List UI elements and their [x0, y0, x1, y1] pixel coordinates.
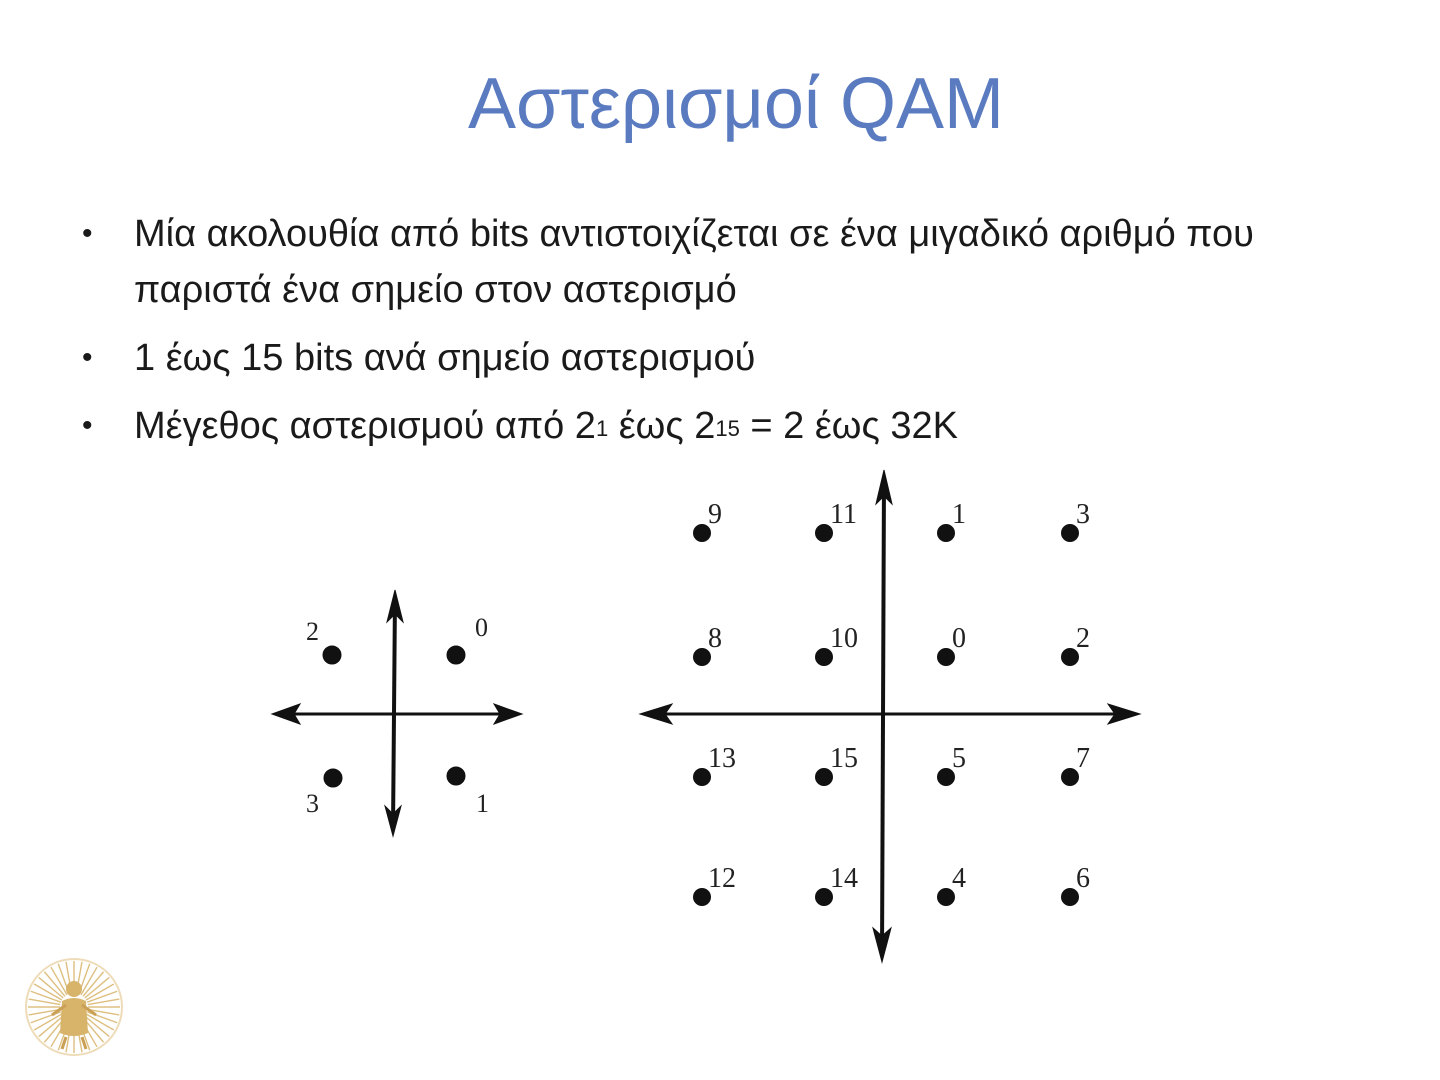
bullet-text-part: = 2 έως 32K [739, 405, 958, 447]
qam16-point-label: 7 [1076, 743, 1090, 774]
university-seal-icon [22, 955, 126, 1059]
qam4-point-label: 1 [476, 789, 489, 818]
qam4-point-label: 0 [475, 613, 488, 642]
qam4-point-label: 2 [306, 617, 319, 646]
slide-title: Αστερισμοί QAM [468, 64, 1004, 144]
qam16-point-label: 2 [1076, 623, 1090, 654]
qam4-constellation-point [447, 767, 465, 785]
qam16-point-label: 13 [708, 743, 736, 774]
qam16-point-label: 14 [830, 863, 858, 894]
bullet-text: 1 έως 15 bits ανά σημείο αστερισμού [134, 337, 756, 379]
qam16-point-label: 1 [952, 499, 966, 530]
bullet-marker: • [82, 217, 93, 250]
qam16-point-label: 9 [708, 499, 722, 530]
qam16-quadrature-axis [882, 478, 884, 956]
bullet-text: Μία ακολουθία από bits αντιστοιχίζεται σε ένα μιγαδικό αριθμό που παριστά ένα σημείο στον αστερισμό [134, 213, 1254, 311]
bullet-text-part: Μέγεθος αστερισμού από 2 [134, 405, 596, 447]
exponent: 1 [595, 416, 609, 441]
qam16-point-label: 10 [830, 623, 858, 654]
qam16-point-label: 15 [830, 743, 858, 774]
qam4-quadrature-axis [393, 596, 395, 830]
qam4-point-label: 3 [306, 789, 319, 818]
qam16-point-label: 4 [952, 863, 966, 894]
qam16-point-label: 11 [830, 499, 857, 530]
qam4-constellation-point [323, 646, 341, 664]
qam16-point-label: 8 [708, 623, 722, 654]
qam4-constellation-point [324, 769, 342, 787]
qam4-constellation-point [447, 646, 465, 664]
qam16-point-label: 3 [1076, 499, 1090, 530]
qam16-point-label: 0 [952, 623, 966, 654]
qam16-point-label: 6 [1076, 863, 1090, 894]
exponent: 15 [715, 416, 740, 441]
qam16-point-label: 12 [708, 863, 736, 894]
bullet-text-part: έως 2 [608, 405, 716, 447]
bullet-marker: • [82, 409, 93, 442]
bullet-marker: • [82, 341, 93, 374]
qam16-point-label: 5 [952, 743, 966, 774]
qam16-labels [708, 499, 1090, 894]
